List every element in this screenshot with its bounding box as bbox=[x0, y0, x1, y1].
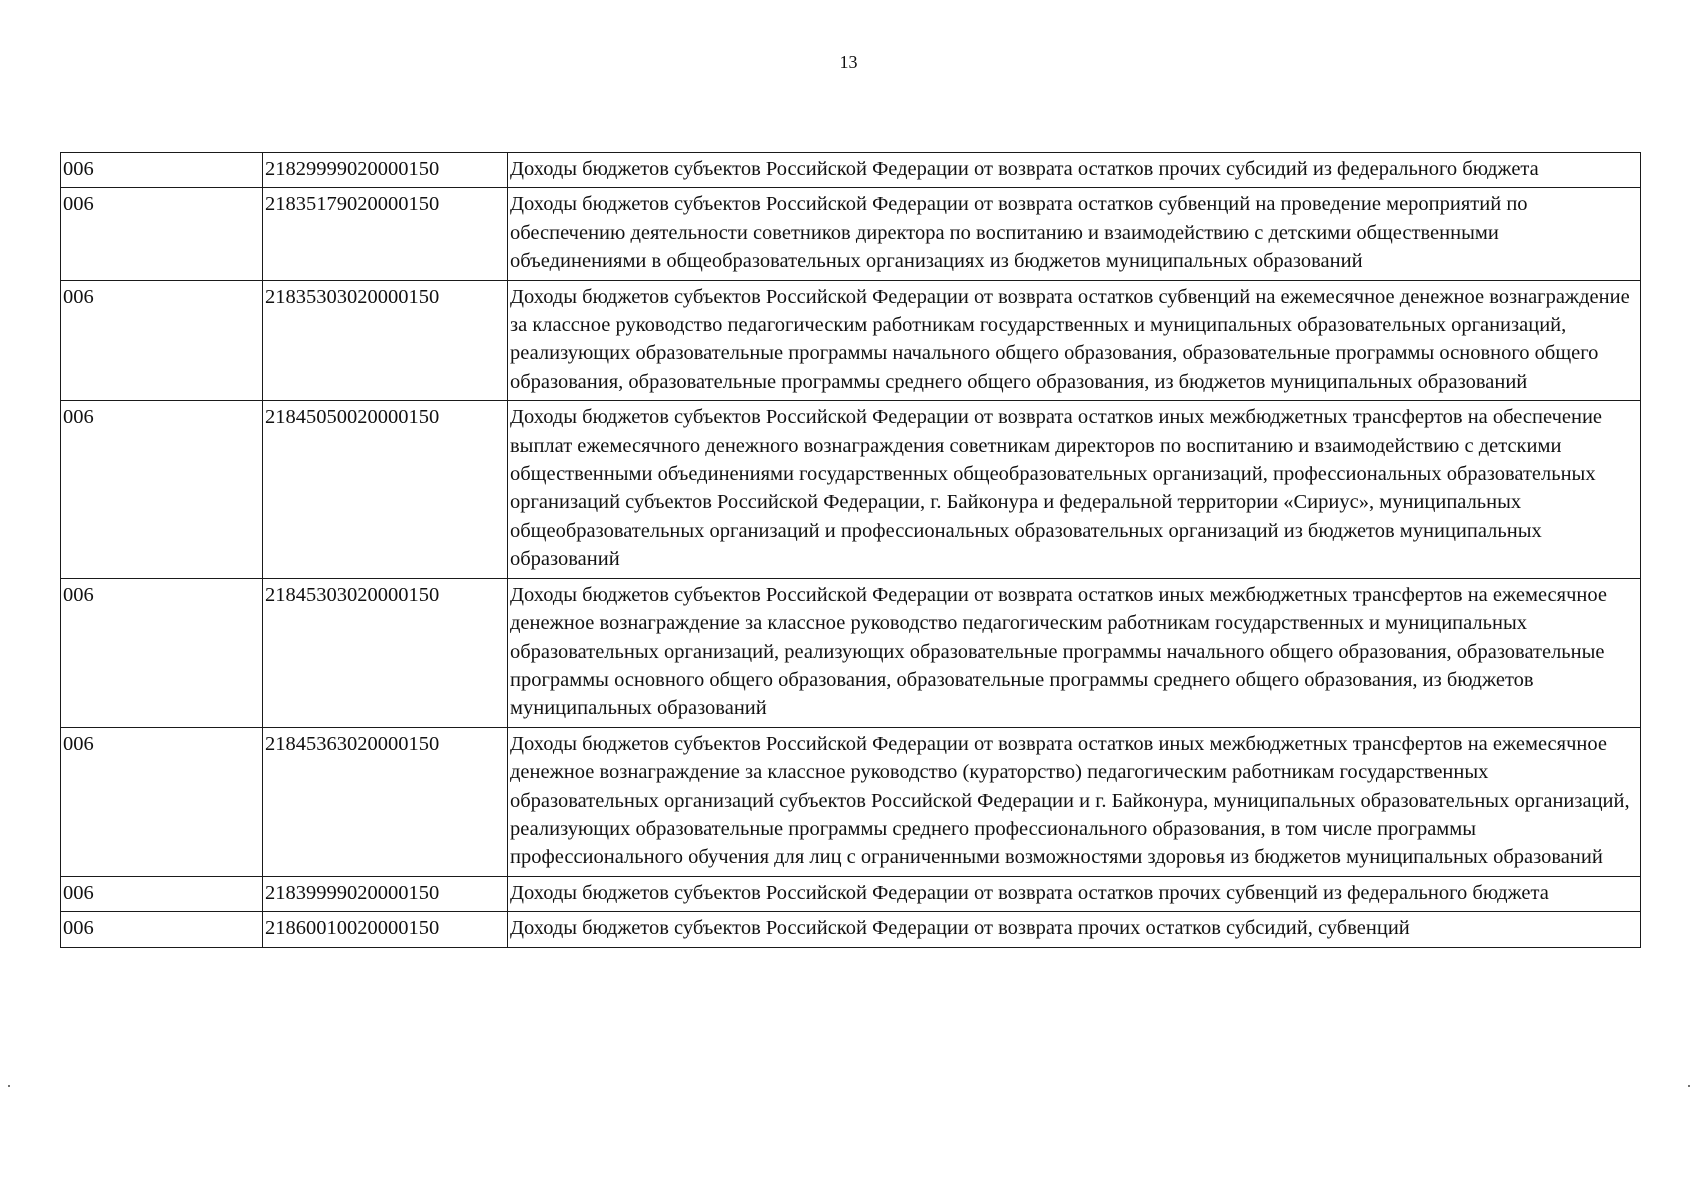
scan-speck bbox=[8, 1085, 10, 1087]
revenue-name-cell: Доходы бюджетов субъектов Российской Федерации от возврата остатков иных межбюджетных трансфертов на ежемесячное денежное вознаграждение за классное руководство педагогическим работникам государственных и муниципальных образовательных организаций, реализующих образовательные программы начального общего образования, образовательные программы основного общего образования, образовательные программы среднего общего образования, из бюджетов муниципальных образований bbox=[508, 578, 1641, 727]
revenue-name-cell: Доходы бюджетов субъектов Российской Федерации от возврата остатков субвенций на проведение мероприятий по обеспечению деятельности советников директора по воспитанию и взаимодействию с детскими общественными объединениями в общеобразовательных организациях из бюджетов муниципальных образований bbox=[508, 188, 1641, 280]
admin-code-cell: 006 bbox=[61, 401, 263, 578]
revenue-name-cell: Доходы бюджетов субъектов Российской Федерации от возврата остатков прочих субвенций из федерального бюджета bbox=[508, 876, 1641, 911]
budget-code-cell: 21835303020000150 bbox=[263, 280, 508, 401]
admin-code-cell: 006 bbox=[61, 153, 263, 188]
revenue-name-cell: Доходы бюджетов субъектов Российской Федерации от возврата остатков прочих субсидий из федерального бюджета bbox=[508, 153, 1641, 188]
revenue-name-cell: Доходы бюджетов субъектов Российской Федерации от возврата прочих остатков субсидий, субвенций bbox=[508, 912, 1641, 947]
admin-code-cell: 006 bbox=[61, 578, 263, 727]
budget-classification-table bbox=[60, 152, 1641, 948]
budget-code-cell: 21845363020000150 bbox=[263, 727, 508, 876]
table-row bbox=[61, 912, 1641, 947]
budget-code-cell: 21845303020000150 bbox=[263, 578, 508, 727]
table-row bbox=[61, 401, 1641, 578]
revenue-name-cell: Доходы бюджетов субъектов Российской Федерации от возврата остатков иных межбюджетных трансфертов на ежемесячное денежное вознаграждение за классное руководство (кураторство) педагогическим работникам государственных образовательных организаций субъектов Российской Федерации и г. Байконура, муниципальных образовательных организаций, реализующих образовательные программы среднего профессионального образования, в том числе программы профессионального обучения для лиц с ограниченными возможностями здоровья из бюджетов муниципальных образований bbox=[508, 727, 1641, 876]
admin-code-cell: 006 bbox=[61, 912, 263, 947]
table-row bbox=[61, 280, 1641, 401]
admin-code-cell: 006 bbox=[61, 876, 263, 911]
admin-code-cell: 006 bbox=[61, 727, 263, 876]
table-row bbox=[61, 578, 1641, 727]
revenue-name-cell: Доходы бюджетов субъектов Российской Федерации от возврата остатков субвенций на ежемесячное денежное вознаграждение за классное руководство педагогическим работникам государственных и муниципальных образовательных организаций, реализующих образовательные программы начального общего образования, образовательные программы основного общего образования, образовательные программы среднего общего образования, из бюджетов муниципальных образований bbox=[508, 280, 1641, 401]
table-row bbox=[61, 727, 1641, 876]
table-row bbox=[61, 153, 1641, 188]
revenue-name-cell: Доходы бюджетов субъектов Российской Федерации от возврата остатков иных межбюджетных трансфертов на обеспечение выплат ежемесячного денежного вознаграждения советникам директоров по воспитанию и взаимодействию с детскими общественными объединениями государственных общеобразовательных организаций, профессиональных образовательных организаций субъектов Российской Федерации, г. Байконура и федеральной территории «Сириус», муниципальных общеобразовательных организаций и профессиональных образовательных организаций из бюджетов муниципальных образований bbox=[508, 401, 1641, 578]
table-row bbox=[61, 188, 1641, 280]
admin-code-cell: 006 bbox=[61, 188, 263, 280]
budget-code-cell: 21829999020000150 bbox=[263, 153, 508, 188]
page-number: 13 bbox=[839, 52, 858, 72]
budget-code-cell: 21839999020000150 bbox=[263, 876, 508, 911]
budget-code-cell: 21845050020000150 bbox=[263, 401, 508, 578]
scan-speck bbox=[1688, 1085, 1690, 1087]
table-row bbox=[61, 876, 1641, 911]
admin-code-cell: 006 bbox=[61, 280, 263, 401]
budget-code-cell: 21860010020000150 bbox=[263, 912, 508, 947]
budget-code-cell: 21835179020000150 bbox=[263, 188, 508, 280]
